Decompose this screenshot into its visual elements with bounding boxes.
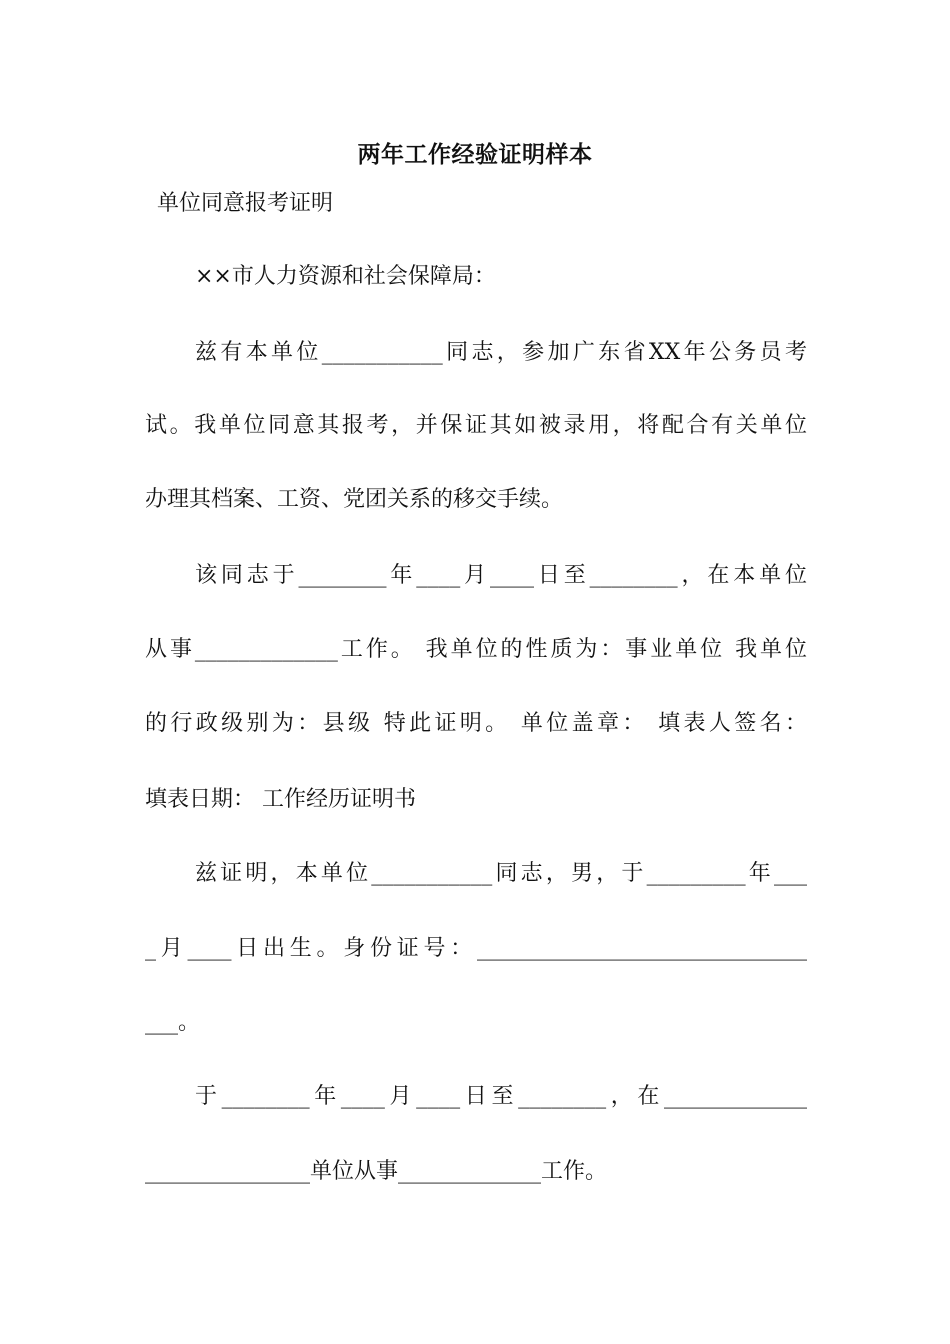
- paragraph-line: 于________年____月____日至________，在_____________: [195, 1084, 807, 1109]
- paragraph-line: 兹证明，本单位___________同志，男，于_________年___: [195, 861, 807, 886]
- paragraph-line: 兹有本单位___________同志，参加广东省XX年公务员考: [195, 340, 807, 365]
- paragraph-line: _月____日出生。身份证号：______________________________: [145, 936, 807, 961]
- document-title: 两年工作经验证明样本: [357, 141, 593, 168]
- paragraph-line: ___。: [145, 1010, 201, 1035]
- document-subtitle: 单位同意报考证明: [157, 191, 334, 216]
- paragraph-line: 办理其档案、工资、党团关系的移交手续。: [145, 487, 564, 512]
- paragraph-line: 从事_____________工作。 我单位的性质为：事业单位 我单位: [145, 637, 807, 662]
- paragraph-line: 的行政级别为：县级 特此证明。 单位盖章： 填表人签名：: [145, 711, 807, 736]
- paragraph-line: 该同志于________年____月____日至________，在本单位: [195, 563, 807, 588]
- paragraph-line: 试。我单位同意其报考，并保证其如被录用，将配合有关单位: [145, 413, 807, 438]
- paragraph-line: 填表日期： 工作经历证明书: [145, 787, 416, 812]
- paragraph-line: _______________单位从事_____________工作。: [145, 1159, 608, 1184]
- addressee-line: ××市人力资源和社会保障局：: [195, 264, 496, 289]
